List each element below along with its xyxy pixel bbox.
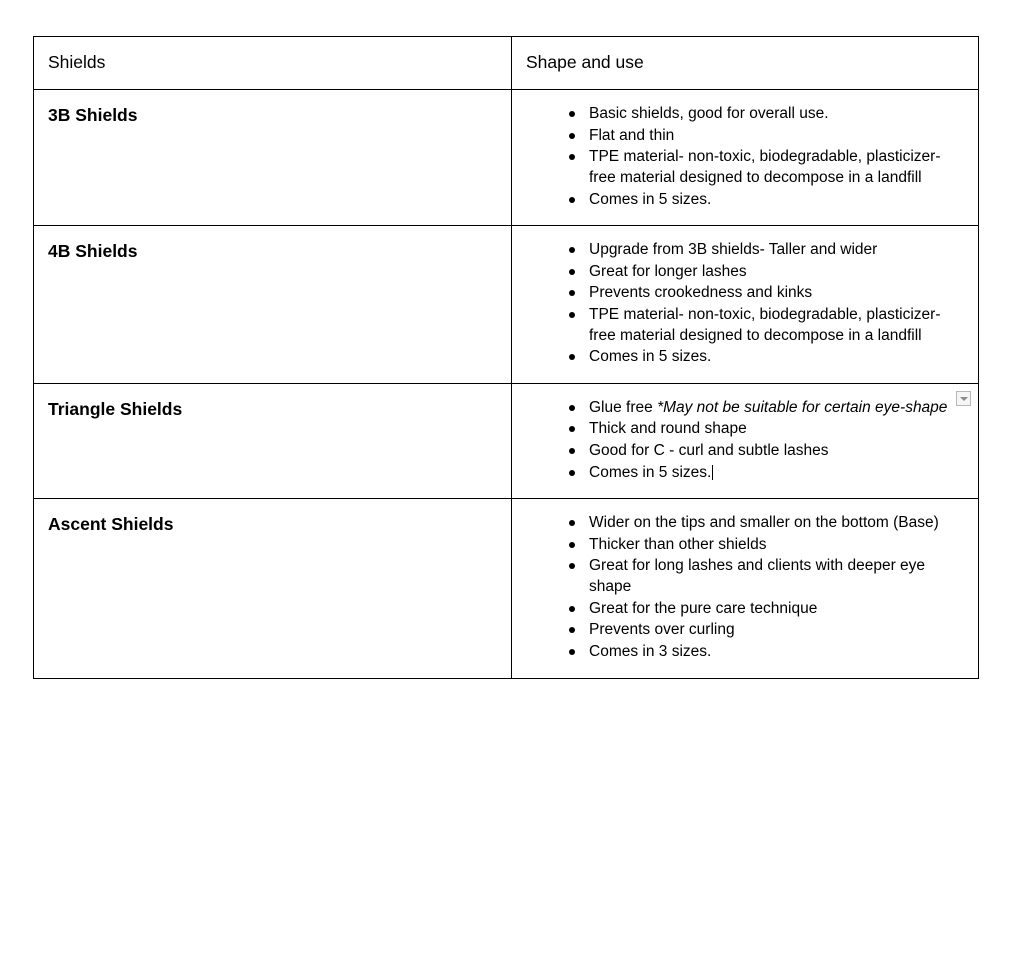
list-item-text: Glue free [589, 398, 658, 416]
table-header-row [34, 37, 979, 90]
shield-name-ascent: Ascent Shields [48, 514, 174, 535]
list-item: Comes in 3 sizes. [589, 642, 964, 663]
row-detail-cell [512, 383, 979, 498]
table-row [34, 226, 979, 384]
shields-table [33, 36, 979, 679]
list-item: Thicker than other shields [589, 535, 964, 556]
list-item: Wider on the tips and smaller on the bottom (Base) [589, 513, 964, 534]
row-name-cell [34, 499, 512, 678]
list-item: Great for longer lashes [589, 262, 964, 283]
list-item: Great for the pure care technique [589, 599, 964, 620]
list-item-note: *May not be suitable for certain eye-shape [657, 398, 948, 416]
shields-table-container [33, 36, 978, 679]
shield-name-3b: 3B Shields [48, 105, 138, 126]
row-detail-cell [512, 90, 979, 226]
list-item-text: Comes in 5 sizes. [589, 463, 712, 481]
list-item: Prevents over curling [589, 620, 964, 641]
bullet-list-4b [526, 240, 964, 368]
table-row [34, 383, 979, 498]
list-item: Basic shields, good for overall use. [589, 104, 964, 125]
shield-name-4b: 4B Shields [48, 241, 138, 262]
text-cursor [712, 465, 713, 480]
header-label-shields: Shields [48, 52, 106, 72]
bullet-list-triangle [526, 398, 964, 483]
list-item: Upgrade from 3B shields- Taller and wider [589, 240, 964, 261]
bullet-list-3b [526, 104, 964, 210]
bullet-list-ascent [526, 513, 964, 662]
list-item [589, 398, 964, 419]
row-name-cell [34, 383, 512, 498]
list-item: Comes in 5 sizes. [589, 190, 964, 211]
list-item: Thick and round shape [589, 419, 964, 440]
table-row [34, 499, 979, 678]
list-item: TPE material- non-toxic, biodegradable, plasticizer-free material designed to decompose in a landfill [589, 147, 964, 188]
header-cell-shields [34, 37, 512, 90]
list-item: Comes in 5 sizes. [589, 347, 964, 368]
row-name-cell [34, 226, 512, 384]
header-label-shape-and-use: Shape and use [526, 52, 644, 72]
table-row [34, 90, 979, 226]
list-item: Prevents crookedness and kinks [589, 283, 964, 304]
list-item: Good for C - curl and subtle lashes [589, 441, 964, 462]
list-item: TPE material- non-toxic, biodegradable, plasticizer-free material designed to decompose in a landfill [589, 305, 964, 346]
row-name-cell [34, 90, 512, 226]
list-item [589, 463, 964, 484]
row-detail-cell [512, 499, 979, 678]
row-detail-cell [512, 226, 979, 384]
list-item: Great for long lashes and clients with deeper eye shape [589, 556, 964, 597]
list-item: Flat and thin [589, 126, 964, 147]
header-cell-shape-and-use [512, 37, 979, 90]
shield-name-triangle: Triangle Shields [48, 398, 183, 419]
